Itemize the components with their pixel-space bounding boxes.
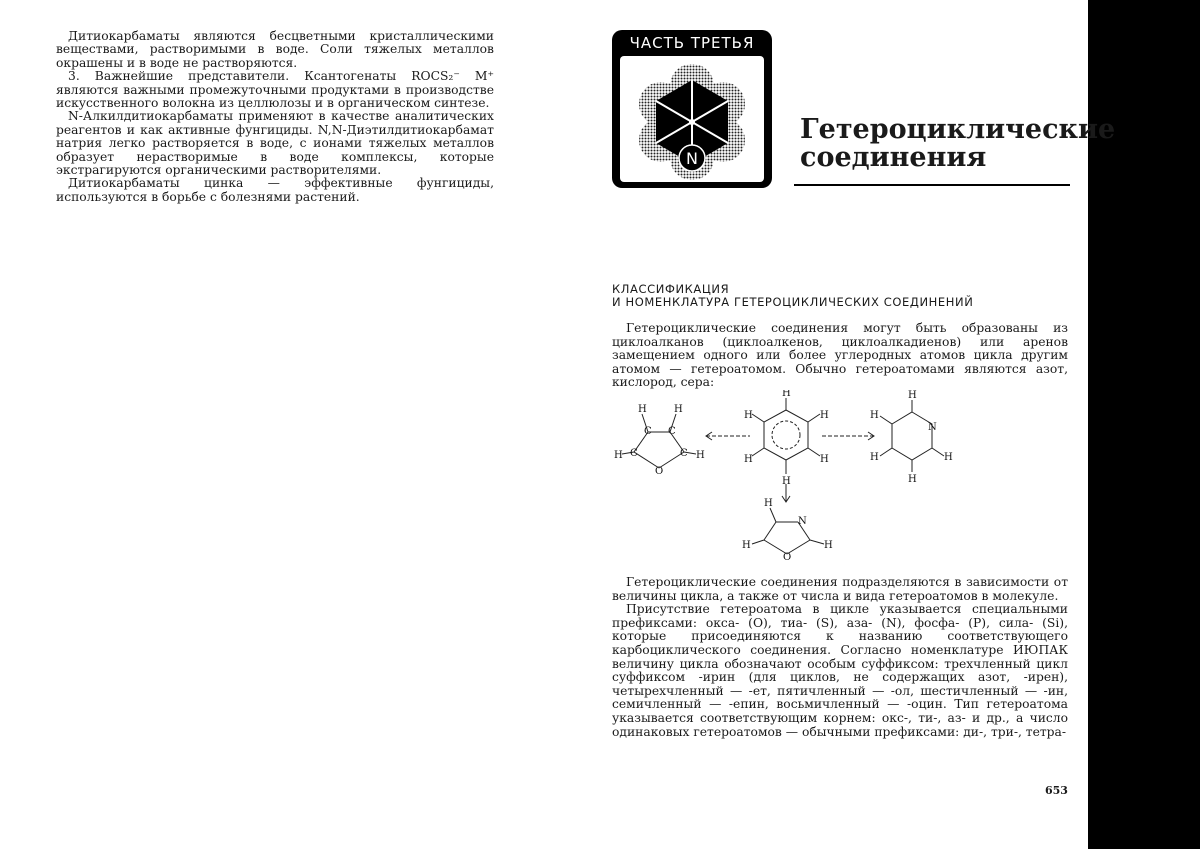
atom-n: N	[928, 422, 937, 433]
paragraph: 3. Важнейшие представители. Ксантогенаты ROCS₂⁻ M⁺ являются важными промежуточными продуктами в производстве искусственного волокна из целлюлозы и в органическом синтезе.	[56, 69, 494, 111]
hexagon-logo-icon	[620, 56, 764, 182]
atom-n: N	[798, 516, 807, 527]
atom-h: H	[744, 454, 753, 465]
intro-paragraph-block	[612, 322, 1068, 390]
section-heading	[612, 283, 973, 309]
atom-h: H	[614, 450, 623, 461]
atom-h: H	[908, 474, 917, 485]
atom-h: H	[824, 540, 833, 551]
atom-h: H	[674, 404, 683, 415]
atom-h: H	[638, 404, 647, 415]
part-label: ЧАСТЬ ТРЕТЬЯ	[629, 34, 755, 52]
paragraph: Дитиокарбаматы являются бесцветными кристаллическими веществами, растворимыми в воде. Соли тяжелых металлов окрашены и в воде не растворяются.	[56, 29, 494, 70]
part-emblem	[612, 30, 772, 188]
atom-h: H	[782, 476, 791, 487]
atom-h: H	[782, 390, 791, 399]
paragraph: Дитиокарбаматы цинка — эффективные фунгициды, используются в борьбе с болезнями растений.	[56, 176, 494, 204]
atom-h: H	[742, 540, 751, 551]
section-heading-line1: КЛАССИФИКАЦИЯ	[612, 282, 730, 296]
atom-o: O	[783, 552, 792, 563]
left-page-text	[56, 30, 494, 204]
atom-c: C	[668, 426, 676, 437]
atom-h: H	[820, 410, 829, 421]
atom-h: H	[908, 390, 917, 401]
atom-c: C	[630, 448, 638, 459]
paragraph: Присутствие гетероатома в цикле указывается специальными префиксами: окса- (O), тиа- (S), аза- (N), фосфа- (P), сила- (Si), которые присоединяются к названию соответствующего карбоциклического соединения. Согласно номенклатуре ИЮПАК величину цикла обозначают особым суффиксом: трехчленный цикл суффиксом -ирин (для циклов, не содержащих азот, -ирен), четырехчленный — -ет, пятичленный — -ол, шестичленный — -ин, семичленный — -епин, восьмичленный — -оцин. Тип гетероатома указывается соответствующим корнем: окс-, ти-, аз- и др., а число одинаковых гетероатомов — обычными префиксами: ди-, три-, тетра-	[612, 602, 1068, 739]
atom-h: H	[744, 410, 753, 421]
atom-h: H	[944, 452, 953, 463]
atom-c: C	[680, 448, 688, 459]
heterocycle-structures-diagram	[612, 390, 972, 566]
title-rule	[794, 184, 1070, 186]
paragraph: N-Алкилдитиокарбаматы применяют в качестве аналитических реагентов и как активные фунгициды. N,N-Диэтилдитиокарбамат натрия легко растворяется в воде, с ионами тяжелых металлов образует нерастворимые в воде комплексы, которые экстрагируются органическими растворителями.	[56, 109, 494, 178]
page-number: 653	[1045, 784, 1068, 797]
chapter-title	[800, 116, 1115, 172]
atom-h: H	[696, 450, 705, 461]
atom-o: O	[655, 466, 664, 477]
emblem-inner	[620, 56, 764, 182]
atom-h: H	[870, 410, 879, 421]
atom-h: H	[820, 454, 829, 465]
paragraph: Гетероциклические соединения подразделяются в зависимости от величины цикла, а также от числа и вида гетероатомов в молекуле.	[612, 575, 1068, 603]
body-text	[612, 576, 1068, 739]
intro-paragraph: Гетероциклические соединения могут быть образованы из циклоалканов (циклоалкенов, циклоалкадиенов) или аренов замещением одного или более углеродных атомов цикла другим атомом — гетероатомом. Обычно гетероатомами являются азот, кислород, сера:	[612, 321, 1068, 390]
emblem-atom-label: N	[686, 149, 698, 168]
atom-h: H	[764, 498, 773, 509]
atom-c: C	[644, 426, 652, 437]
chapter-title-line2: соединения	[800, 142, 987, 173]
chapter-title-line1: Гетероциклические	[800, 114, 1116, 145]
atom-h: H	[870, 452, 879, 463]
section-heading-line2: И НОМЕНКЛАТУРА ГЕТЕРОЦИКЛИЧЕСКИХ СОЕДИНЕНИЙ	[612, 295, 974, 309]
